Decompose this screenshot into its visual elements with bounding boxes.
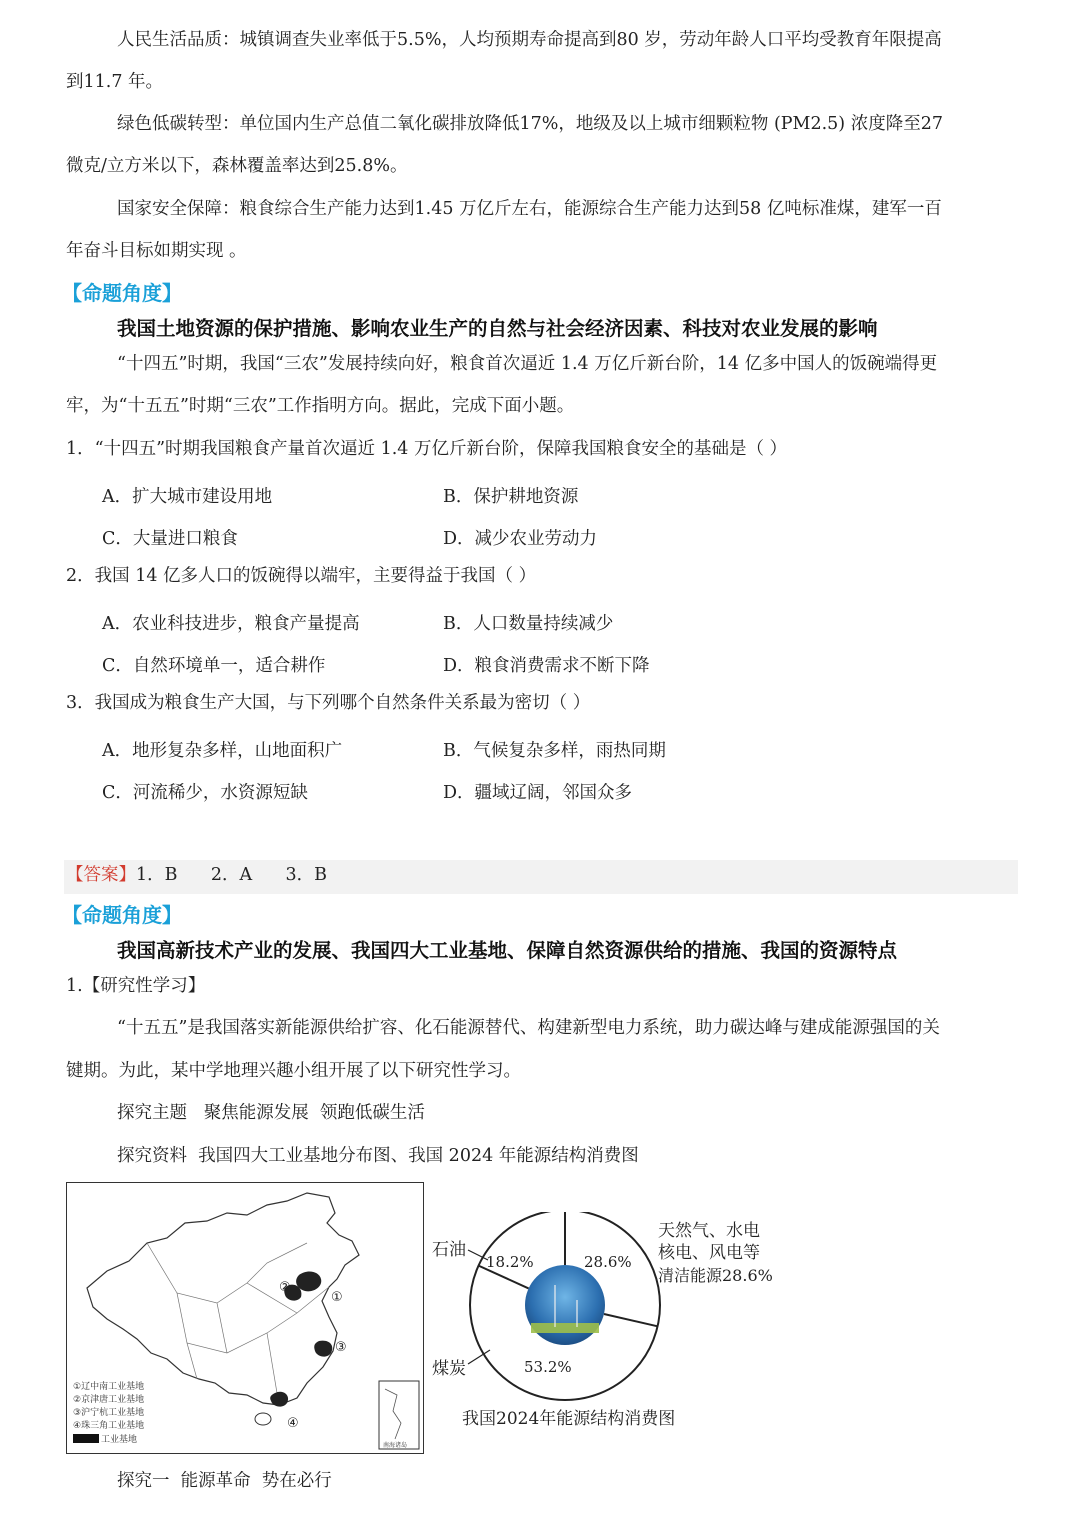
q2-option-c: C．自然环境单一，适合耕作: [102, 656, 326, 676]
q3-option-c: C．河流稀少，水资源短缺: [102, 783, 308, 803]
pie-center-grass: [531, 1323, 599, 1333]
pie-label-clean-1: 天然气、水电: [658, 1221, 760, 1241]
south-sea-inset: [379, 1381, 419, 1449]
map-marker-4: ④: [287, 1416, 299, 1431]
legend-item-2: ②京津唐工业基地: [73, 1395, 145, 1405]
section1-stem-1: “十四五”时期，我国“三农”发展持续向好，粮食首次逼近 1.4 万亿斤新台阶，14 亿多中国人的饭碗端得更: [117, 354, 938, 374]
question-1: 1．“十四五”时期我国粮食产量首次逼近 1.4 万亿斤新台阶，保障我国粮食安全的基础是（ ）: [66, 439, 788, 459]
inset-label: 南海诸岛: [383, 1442, 408, 1449]
legend-item-5: 工业基地: [101, 1435, 138, 1445]
section2-stem-1: “十五五”是我国落实新能源供给扩容、化石能源替代、构建新型电力系统，助力碳达峰与建成能源强国的关: [117, 1018, 940, 1038]
question-3: 3．我国成为粮食生产大国，与下列哪个自然条件关系最为密切（ ）: [66, 693, 591, 713]
q2-option-d: D．粮食消费需求不断下降: [443, 656, 650, 676]
pie-label-clean-2: 核电、风电等: [658, 1243, 760, 1263]
q2-option-a: A．农业科技进步，粮食产量提高: [102, 614, 360, 634]
explore-topic: 探究主题 聚焦能源发展 领跑低碳生活: [117, 1103, 425, 1123]
base-huningyang: [314, 1341, 332, 1357]
map-marker-1: ①: [331, 1290, 343, 1305]
section-heading-1: 我国土地资源的保护措施、影响农业生产的自然与社会经济因素、科技对农业发展的影响: [117, 317, 878, 340]
base-liaozhongnan: [296, 1272, 321, 1292]
intro-line-2: 绿色低碳转型：单位国内生产总值二氧化碳排放降低17%，地级及以上城市细颗粒物 (PM2.5) 浓度降至27: [117, 114, 943, 134]
intro-line-3b: 年奋斗目标如期实现 。: [66, 241, 247, 261]
answer-label: 【答案】: [66, 865, 136, 885]
intro-line-1b: 到11.7 年。: [66, 72, 164, 92]
legend-item-4: ④珠三角工业基地: [73, 1421, 145, 1431]
q2-option-b: B．人口数量持续减少: [443, 614, 614, 634]
q-research-title: 1.【研究性学习】: [66, 976, 206, 996]
explore-1-title: 探究一 能源革命 势在必行: [117, 1471, 332, 1491]
china-map-outline: [67, 1183, 423, 1453]
map-marker-2: ②: [279, 1280, 291, 1295]
pie-value-coal: 53.2%: [524, 1358, 572, 1376]
answer-values: 1．B 2．A 3．B: [136, 865, 328, 885]
pie-label-coal: 煤炭: [432, 1359, 466, 1379]
section2-stem-2: 键期。为此，某中学地理兴趣小组开展了以下研究性学习。: [66, 1061, 521, 1081]
intro-line-3: 国家安全保障：粮食综合生产能力达到1.45 万亿斤左右，能源综合生产能力达到58 亿吨标准煤，建军一百: [117, 199, 942, 219]
q1-option-c: C．大量进口粮食: [102, 529, 238, 549]
answer-line: [66, 867, 327, 885]
section1-stem-2: 牢，为“十五五”时期“三农”工作指明方向。据此，完成下面小题。: [66, 396, 575, 416]
pie-label-oil: 石油: [432, 1240, 466, 1260]
q3-option-d: D．疆域辽阔，邻国众多: [443, 783, 633, 803]
section-tag-2: 【命题角度】: [62, 903, 182, 927]
pie-value-oil: 18.2%: [486, 1253, 534, 1271]
section-tag-1: 【命题角度】: [62, 281, 182, 305]
industrial-base-map: [66, 1182, 424, 1454]
explore-material: 探究资料 我国四大工业基地分布图、我国 2024 年能源结构消费图: [117, 1146, 639, 1166]
legend-item-3: ③沪宁杭工业基地: [73, 1408, 145, 1418]
intro-line-1: 人民生活品质：城镇调查失业率低于5.5%，人均预期寿命提高到80 岁，劳动年龄人口平均受教育年限提高: [117, 30, 942, 50]
section-heading-2: 我国高新技术产业的发展、我国四大工业基地、保障自然资源供给的措施、我国的资源特点: [117, 939, 898, 962]
q3-option-b: B．气候复杂多样，雨热同期: [443, 741, 666, 761]
pie-title: 我国2024年能源结构消费图: [462, 1409, 676, 1429]
q3-option-a: A．地形复杂多样，山地面积广: [102, 741, 343, 761]
energy-pie-chart: [428, 1212, 808, 1442]
q1-option-a: A．扩大城市建设用地: [102, 487, 273, 507]
pie-label-clean-3: 清洁能源28.6%: [658, 1266, 773, 1285]
pie-svg: [428, 1212, 808, 1442]
legend-item-1: ①辽中南工业基地: [73, 1382, 145, 1392]
pie-value-clean: 28.6%: [584, 1253, 632, 1271]
intro-line-2b: 微克/立方米以下，森林覆盖率达到25.8%。: [66, 156, 408, 176]
q1-option-b: B．保护耕地资源: [443, 487, 579, 507]
legend-swatch: [73, 1434, 99, 1443]
question-2: 2．我国 14 亿多人口的饭碗得以端牢，主要得益于我国（ ）: [66, 566, 537, 586]
q1-option-d: D．减少农业劳动力: [443, 529, 598, 549]
map-marker-3: ③: [335, 1340, 347, 1355]
